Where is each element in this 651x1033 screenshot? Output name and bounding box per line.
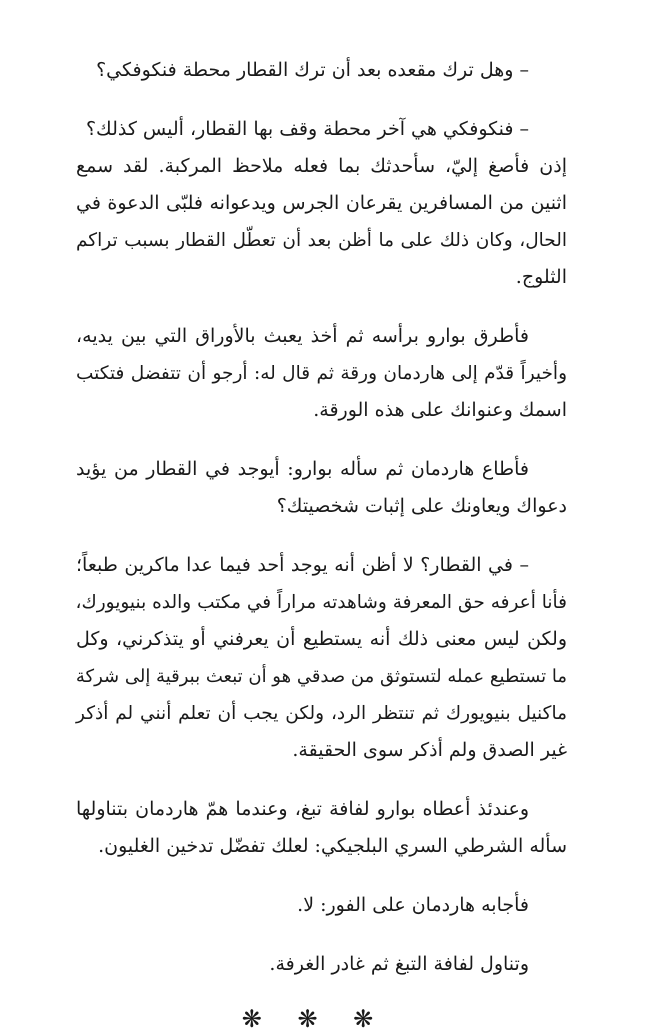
paragraph-question — [76, 52, 567, 89]
text-line: – وهل ترك مقعده بعد أن ترك القطار محطة فنكوفكي؟ — [96, 59, 529, 81]
paragraph-hardman-obeys — [76, 451, 567, 525]
paragraph-tobacco-offer — [76, 791, 567, 865]
text-line: غير الصدق ولم أذكر سوى الحقيقة. — [292, 739, 567, 761]
text-line: فأجابه هاردمان على الفور: لا. — [297, 894, 529, 916]
text-line: وتناول لفافة التبغ ثم غادر الغرفة. — [269, 953, 529, 975]
text-line: ولكن ليس معنى ذلك أنه يستطيع أن يعرفني أو يتذكرني، وكل — [76, 628, 567, 650]
text-line: وأخيراً قدّم إلى هاردمان ورقة ثم قال له: أرجو أن تتفضل فتكتب — [76, 363, 567, 384]
text-line: فأنا أعرفه حق المعرفة وشاهدته مراراً في مكتب والده بنيويورك، — [75, 592, 567, 613]
text-line: الثلوج. — [515, 266, 567, 288]
paragraph-conductor-answer — [76, 111, 567, 296]
text-line: – فنكوفكي هي آخر محطة وقف بها القطار، أليس كذلك؟ — [85, 118, 529, 140]
text-line: ماكنيل بنيويورك ثم تنتظر الرد، ولكن يجب أن تعلم أنني لم أذكر — [76, 703, 567, 724]
text-line: وعندئذ أعطاه بوارو لفافة تبغ، وعندما همّ هاردمان بتناولها — [76, 798, 529, 820]
text-line: إذن فأصغ إليّ، سأحدثك بما فعله ملاحظ المركبة. لقد سمع — [76, 155, 567, 177]
section-separator: ❋ ❋ ❋ — [241, 1005, 388, 1033]
text-line: اسمك وعنوانك على هذه الورقة. — [313, 399, 567, 421]
paragraph-leaves-room — [76, 946, 567, 983]
text-line: ما تستطيع عمله لتستوثق من صدقي هو أن تبعث ببرقية إلى شركة — [75, 666, 567, 687]
paragraph-poirot-paper — [76, 318, 567, 429]
text-line: فأطاع هاردمان ثم سأله بوارو: أيوجد في القطار من يؤيد — [76, 458, 529, 480]
text-line: – في القطار؟ لا أظن أنه يوجد أحد فيما عدا ماكرين طبعاً؛ — [76, 554, 529, 576]
text-line: اثنين من المسافرين يقرعان الجرس ويدعوانه فلبّى الدعوة في — [76, 192, 567, 214]
paragraph-hardman-reply — [76, 547, 567, 769]
text-line: الحال، وكان ذلك على ما أظن بعد أن تعطّل القطار بسبب تراكم — [76, 230, 567, 251]
text-line: فأطرق بوارو برأسه ثم أخذ يعبث بالأوراق التي بين يديه، — [76, 325, 529, 347]
paragraph-hardman-answer — [76, 887, 567, 924]
text-line: دعواك ويعاونك على إثبات شخصيتك؟ — [276, 495, 567, 517]
text-line: سأله الشرطي السري البلجيكي: لعلك تفضّل تدخين الغليون. — [98, 835, 567, 857]
